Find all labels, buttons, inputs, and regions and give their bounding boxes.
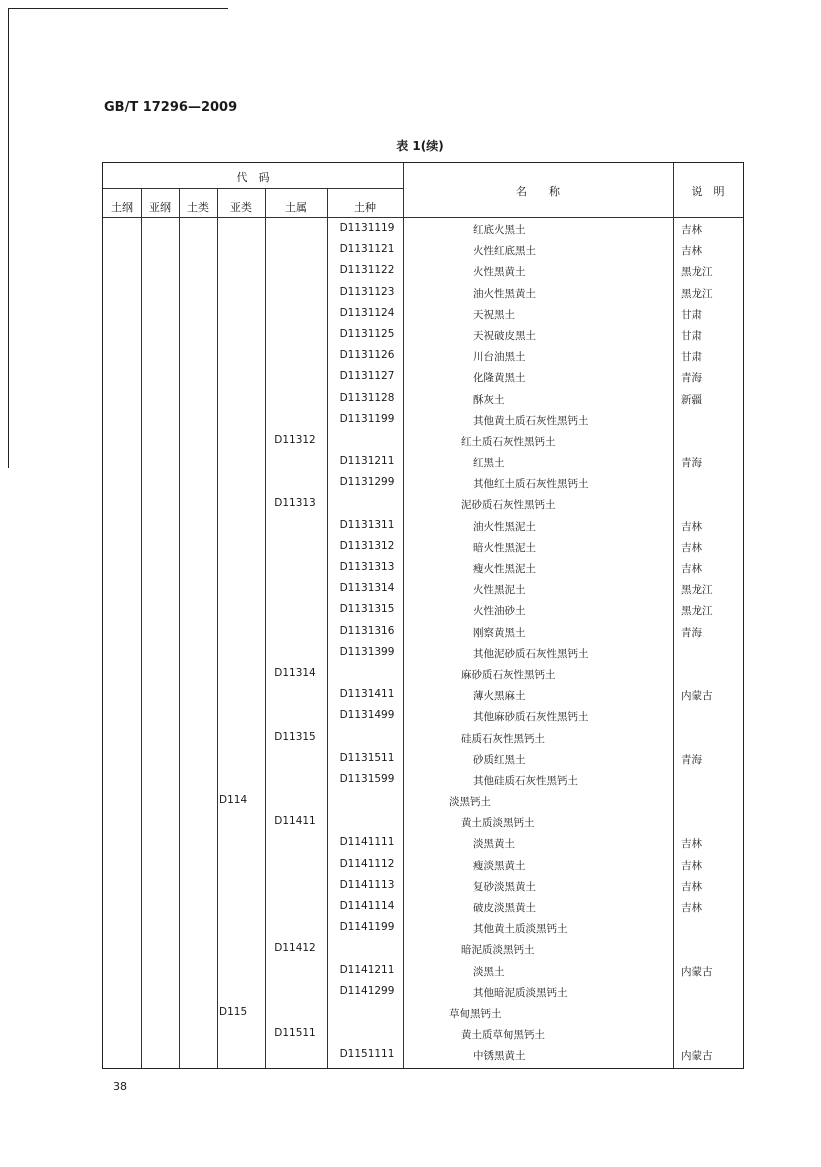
soil-name: 泥砂质石灰性黑钙土 (461, 499, 556, 512)
table-row (103, 260, 743, 281)
table-row (103, 854, 743, 875)
region-note: 黑龙江 (681, 605, 713, 618)
soil-name: 淡黑土 (473, 965, 505, 978)
region-note: 吉林 (681, 245, 702, 258)
soil-name: 红土质石灰性黑钙土 (461, 435, 556, 448)
species-code: D1131499 (339, 709, 395, 722)
soil-name: 火性黑泥土 (473, 584, 526, 597)
region-note: 吉林 (681, 224, 702, 236)
table-row (103, 663, 743, 684)
suborder-header: 亚纲 (149, 201, 171, 214)
soil-name: 火性红底黑土 (473, 245, 536, 258)
soil-name: 破皮淡黑黄土 (473, 902, 536, 914)
table-row (103, 324, 743, 345)
order-header: 土纲 (111, 201, 133, 214)
table-row (103, 727, 743, 748)
soil-name: 天祝黑土 (473, 308, 515, 321)
table-row (103, 557, 743, 578)
soil-name: 草甸黑钙土 (449, 1007, 502, 1020)
soil-name: 其他麻砂质石灰性黑钙土 (473, 711, 589, 724)
table-row (103, 493, 743, 514)
table-row (103, 811, 743, 832)
table-row (103, 917, 743, 938)
region-note: 内蒙古 (681, 1050, 713, 1063)
region-note: 青海 (681, 753, 702, 766)
table-row (103, 1002, 743, 1023)
table-row (103, 1044, 743, 1065)
species-code: D1131311 (339, 518, 395, 531)
subgroup-code: D114 (219, 794, 248, 807)
soil-name: 硅质石灰性黑钙土 (461, 732, 545, 745)
region-note: 吉林 (681, 902, 702, 914)
standard-code: GB/T 17296—2009 (104, 100, 238, 115)
crop-mark-horizontal (8, 8, 228, 9)
table-title: 表 1(续) (396, 139, 444, 153)
species-code: D1131124 (339, 306, 395, 319)
table-body (103, 218, 743, 1066)
soil-name: 黄土质草甸黑钙土 (461, 1029, 545, 1042)
table-row (103, 705, 743, 726)
region-note: 青海 (681, 626, 702, 639)
soil-name: 油火性黑泥土 (473, 520, 536, 533)
table-row (103, 642, 743, 663)
soil-name: 暗火性黑泥土 (473, 541, 536, 554)
region-note: 吉林 (681, 838, 702, 851)
table-row (103, 938, 743, 959)
soil-name: 复砂淡黑黄土 (473, 880, 536, 893)
soil-name: 麻砂质石灰性黑钙土 (461, 668, 556, 681)
soil-classification-table (102, 162, 744, 1069)
species-code: D1141199 (339, 921, 395, 934)
table-row (103, 515, 743, 536)
soil-name: 其他暗泥质淡黑钙土 (473, 986, 568, 999)
soil-name: 黄土质淡黑钙土 (461, 817, 535, 830)
table-row (103, 239, 743, 260)
species-code: D1131316 (339, 624, 395, 637)
table-row (103, 832, 743, 853)
species-code: D1131312 (339, 539, 395, 552)
table-row (103, 621, 743, 642)
species-code: D1131127 (339, 370, 395, 383)
genus-code: D11312 (274, 433, 316, 446)
species-code: D1131511 (339, 751, 395, 764)
soil-name: 砂质红黑土 (473, 753, 526, 766)
subgroup-header: 亚类 (230, 201, 252, 214)
table-row (103, 960, 743, 981)
table-row (103, 748, 743, 769)
subgroup-code: D115 (219, 1005, 248, 1018)
region-note: 吉林 (681, 541, 702, 554)
table-row (103, 472, 743, 493)
species-code: D1131411 (339, 688, 395, 701)
soil-name: 川台油黑土 (473, 351, 526, 364)
soil-name: 红底火黑土 (473, 224, 526, 236)
table-row (103, 430, 743, 451)
table-row (103, 282, 743, 303)
species-code: D1131299 (339, 476, 395, 489)
species-code: D1131128 (339, 391, 395, 404)
table-row (103, 599, 743, 620)
soil-name: 天祝破皮黑土 (473, 329, 536, 342)
genus-code: D11511 (274, 1027, 316, 1040)
species-code: D1141299 (339, 984, 395, 997)
species-code: D1131599 (339, 772, 395, 785)
species-code: D1131315 (339, 603, 395, 616)
soil-name: 油火性黑黄土 (473, 287, 536, 300)
region-note: 黑龙江 (681, 266, 713, 279)
region-note: 吉林 (681, 563, 702, 575)
table-row (103, 896, 743, 917)
species-code: D1141113 (339, 878, 395, 891)
genus-code: D11313 (274, 497, 316, 510)
species-code: D1131121 (339, 243, 395, 256)
soil-name: 火性油砂土 (473, 605, 526, 618)
soil-name: 薄火黑麻土 (473, 690, 526, 703)
soil-name: 红黑土 (473, 457, 505, 470)
soil-name: 酥灰土 (473, 393, 505, 406)
soil-name: 其他泥砂质石灰性黑钙土 (473, 647, 589, 660)
species-code: D1131313 (339, 561, 395, 573)
species-code: D1141211 (339, 963, 395, 976)
region-note: 青海 (681, 372, 702, 385)
table-row (103, 218, 743, 239)
region-note: 新疆 (681, 393, 702, 406)
species-code: D1131126 (339, 349, 395, 362)
soil-name: 化隆黄黑土 (473, 372, 526, 385)
soil-name: 淡黑钙土 (449, 796, 491, 809)
region-note: 青海 (681, 457, 702, 470)
region-note: 黑龙江 (681, 287, 713, 300)
region-note: 吉林 (681, 859, 702, 872)
species-code: D1141114 (339, 900, 395, 912)
species-header: 土种 (354, 201, 376, 214)
soil-name: 其他硅质石灰性黑钙土 (473, 774, 578, 787)
species-code: D1131314 (339, 582, 395, 595)
table-row (103, 790, 743, 811)
soil-name: 其他红土质石灰性黑钙土 (473, 478, 589, 491)
code-group-header: 代 码 (236, 171, 270, 184)
region-note: 吉林 (681, 880, 702, 893)
genus-code: D11411 (274, 815, 316, 828)
table-row (103, 769, 743, 790)
table-row (103, 536, 743, 557)
group-header: 土类 (187, 201, 209, 214)
table-row (103, 451, 743, 472)
table-row (103, 388, 743, 409)
region-note: 内蒙古 (681, 965, 713, 978)
soil-name: 其他黄土质淡黑钙土 (473, 923, 568, 936)
soil-name: 瘦淡黑黄土 (473, 859, 526, 872)
soil-name: 淡黑黄土 (473, 838, 515, 851)
genus-code: D11412 (274, 942, 316, 955)
species-code: D1131123 (339, 285, 395, 298)
species-code: D1131199 (339, 412, 395, 425)
species-code: D1131122 (339, 264, 395, 277)
soil-name: 其他黄土质石灰性黑钙土 (473, 414, 589, 427)
genus-code: D11314 (274, 666, 316, 679)
soil-name: 刚察黄黑土 (473, 626, 526, 639)
region-note: 甘肃 (681, 329, 702, 342)
genus-header: 土属 (285, 201, 307, 214)
soil-name: 瘦火性黑泥土 (473, 563, 536, 575)
soil-name: 暗泥质淡黑钙土 (461, 944, 535, 957)
soil-name: 火性黑黄土 (473, 266, 526, 279)
genus-code: D11315 (274, 730, 316, 743)
species-code: D1141111 (339, 836, 395, 849)
table-row (103, 578, 743, 599)
name-header: 名 称 (516, 185, 560, 198)
table-row (103, 875, 743, 896)
region-note: 黑龙江 (681, 584, 713, 597)
table-row (103, 981, 743, 1002)
table-row (103, 303, 743, 324)
region-note: 吉林 (681, 520, 702, 533)
table-row (103, 684, 743, 705)
table-row (103, 409, 743, 430)
region-note: 甘肃 (681, 308, 702, 321)
species-code: D1151111 (339, 1048, 395, 1061)
species-code: D1131211 (339, 455, 395, 468)
soil-name: 中锈黑黄土 (473, 1050, 526, 1063)
header-divider-line (103, 188, 403, 189)
species-code: D1131399 (339, 645, 395, 658)
crop-mark-vertical (8, 8, 9, 468)
table-row (103, 1023, 743, 1044)
page-number: 38 (113, 1080, 127, 1093)
table-row (103, 345, 743, 366)
region-note: 甘肃 (681, 351, 702, 364)
table-row (103, 366, 743, 387)
species-code: D1141112 (339, 857, 395, 870)
region-note: 内蒙古 (681, 690, 713, 703)
note-header: 说 明 (691, 185, 725, 198)
species-code: D1131119 (339, 222, 395, 234)
species-code: D1131125 (339, 327, 395, 340)
